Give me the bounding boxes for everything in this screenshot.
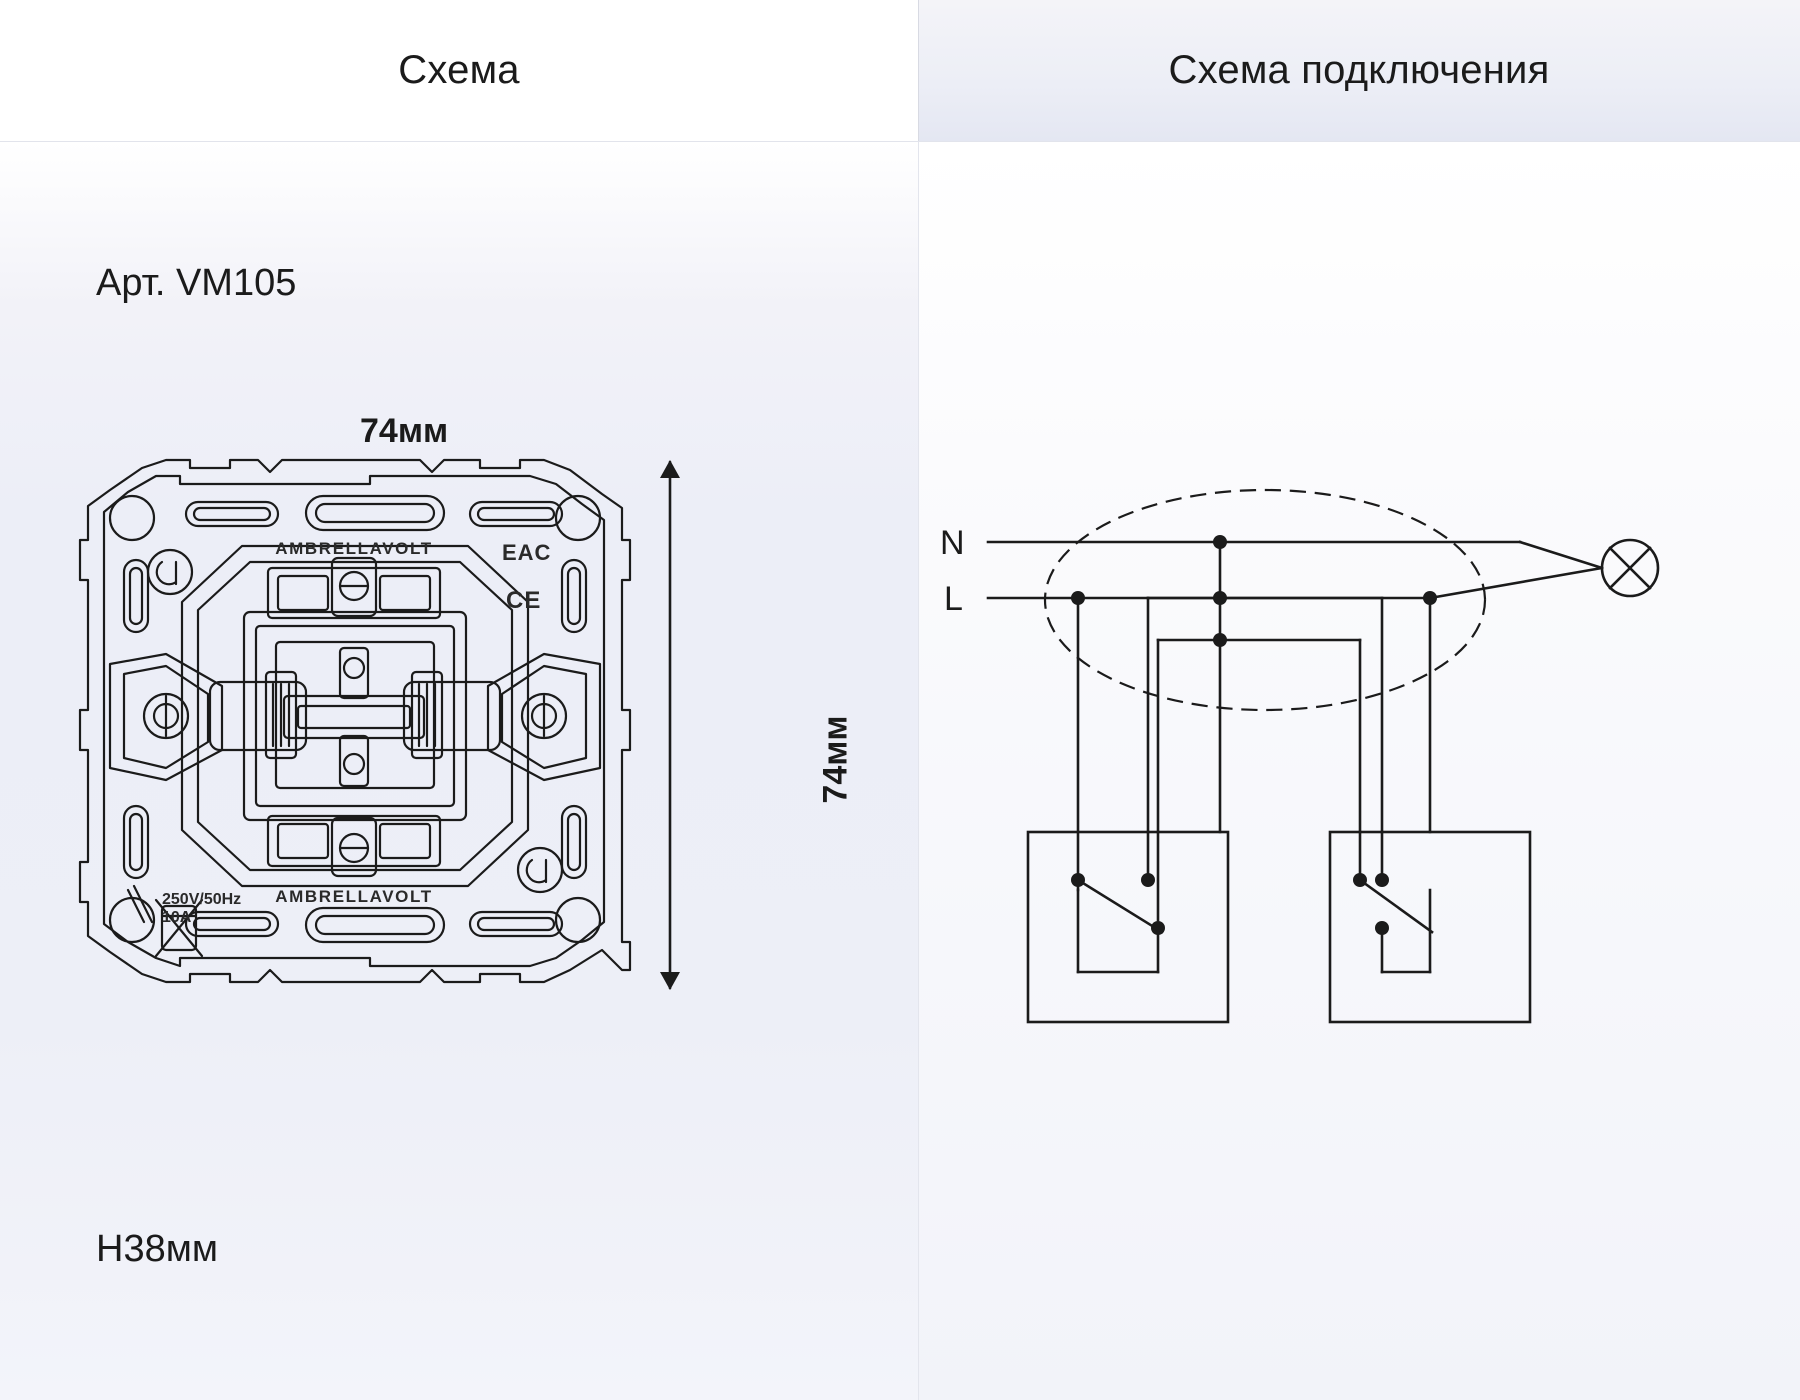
panel-divider [918,142,919,1400]
terminal-block-bottom [268,816,440,876]
header-cell-scheme [0,0,918,141]
header-title-scheme: Схема [398,48,520,92]
terminal-label-n: N [940,524,965,562]
wire-right-travellers [1148,598,1382,832]
junction-zone-ellipse [1045,490,1485,710]
device-technical-drawing [70,450,870,1070]
lamp-symbol [1602,540,1658,596]
article-label: Арт. VM105 [96,262,297,304]
wire-traveller-c [1158,640,1220,832]
dimension-width-label: 74мм [360,412,449,450]
terminal-label-l: L [944,580,963,618]
switch-box-left [1028,832,1228,1022]
dimension-height-label: 74мм [816,715,855,804]
header-bar [0,0,1800,141]
frame-slots-top [186,496,562,530]
fixing-claw-left [110,654,222,780]
rating-current-text: 10A [162,909,192,926]
header-divider [918,0,919,141]
contact-right [412,672,442,758]
dimension-arrow-height [660,460,680,990]
contact-left [266,672,296,758]
lamp-leads [1430,542,1602,598]
certification-ce-text: CE [506,587,542,614]
fixing-claw-right [488,654,600,780]
switch-box-right [1330,832,1530,1022]
device-height-label: H38мм [96,1228,218,1270]
certification-eac-text: EAC [502,540,552,565]
mechanism-housing [244,612,466,820]
logo-mark-top-left [148,550,192,594]
brand-text-bottom: AMBRELLAVOLT [275,887,433,906]
logo-mark-bottom-right [518,848,562,892]
fixing-slot-left-rail [210,682,306,750]
frame-slots-bottom [186,908,562,942]
terminal-block-top [268,558,440,618]
header-cell-wiring [918,0,1800,141]
rating-voltage-text: 250V/50Hz [162,891,242,908]
brand-text-top: AMBRELLAVOLT [275,539,433,558]
wiring-diagram [930,480,1710,1040]
header-title-wiring: Схема подключения [1168,48,1550,92]
